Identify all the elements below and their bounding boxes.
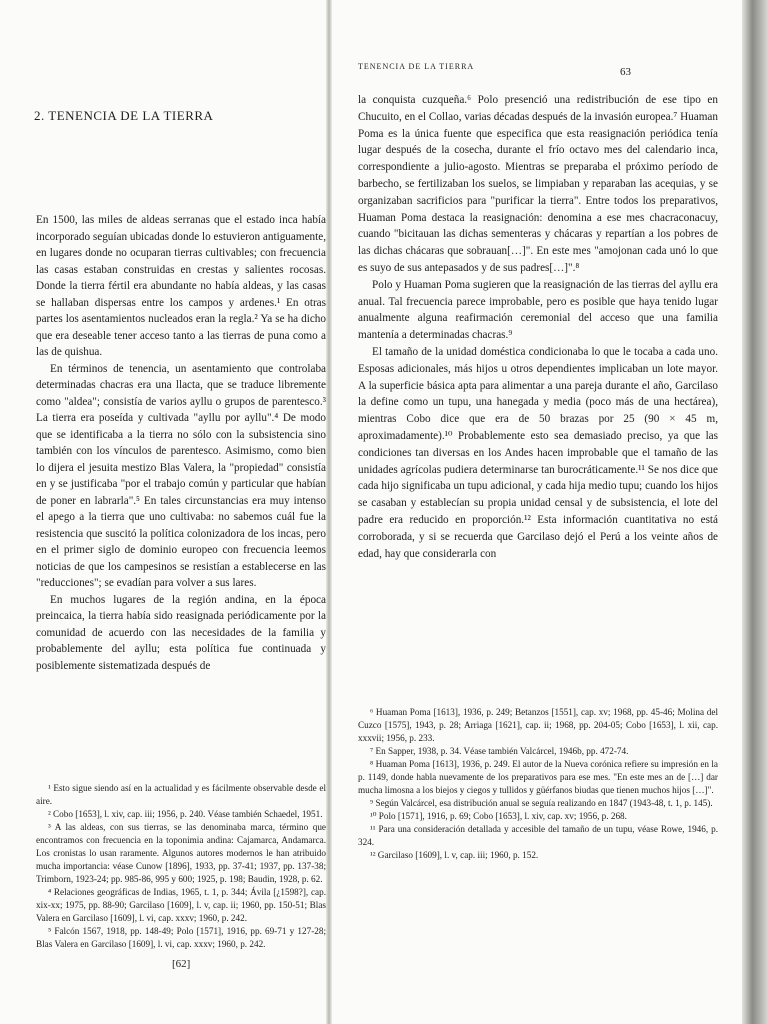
- paragraph: En términos de tenencia, un asentamiento que controlaba determinadas chacras era una llacta, que se traduce libremente como "aldea"; consistía de varios ayllu o grupos de parentesco.³ La tierra era poseída y cultivada "ayllu por ayllu".⁴ De modo que se identificaba a la tierra no sólo con la subsistencia sino también con los vínculos de parentesco. Asimismo, como bien lo dijera el jesuita mestizo Blas Valera, la "propiedad" consistía en y se justificaba "por el trabajo común y particular que habían de poner en labrarla".⁵ En tales circunstancias era muy intenso el apego a la tierra que uno cultivaba: no sabemos cuál fue la resistencia que suscitó la política colonizadora de los incas, pero en el primer siglo de dominio europeo con frecuencia leemos noticias de que los campesinos se resistían a establecerse en las "reducciones"; se evadían para volver a sus lares.: [36, 362, 326, 589]
- paragraph: En 1500, las miles de aldeas serranas que el estado inca había incorporado seguían ubicadas donde lo estuvieron antiguamente, en lugares donde no ocuparan tierras cultivables; con frecuencia las casas estaban construidas en crestas y salientes rocosas. Donde la tierra fértil era abundante no había aldeas, y las casas se hallaban dispersas entre los campos y ardenes.¹ En otras partes los asentamientos nucleados eran la regla.² Ya se ha dicho que era deseable tener acceso tanto a las tierras de puna como a las de quishua.: [36, 214, 326, 358]
- running-head: TENENCIA DE LA TIERRA: [358, 62, 475, 71]
- right-footnotes: [358, 706, 718, 862]
- left-footnotes: [36, 782, 326, 951]
- right-body-text: [358, 92, 718, 562]
- footnote: ⁸ Huaman Poma [1613], 1936, p. 249. El autor de la Nueva corónica refiere su impresión en la p. 1149, donde habla nuevamente de los preparativos para ese mes. "En este mes an de […] dar mucha limosna a los biejos y ciegos y tullidos y güérfanos biudas que tienen muchos hijos […]".: [358, 759, 718, 795]
- footnote: ¹ Esto sigue siendo así en la actualidad y es fácilmente observable desde el aire.: [36, 783, 326, 806]
- page-number-right: 63: [620, 66, 631, 78]
- footnote: ¹⁰ Polo [1571], 1916, p. 69; Cobo [1653], l. xiv, cap. xv; 1956, p. 268.: [370, 811, 627, 821]
- footnote: ³ A las aldeas, con sus tierras, se las denominaba marca, término que encontramos con frecuencia en la toponimia andina: Cajamarca, Andamarca. Los cronistas lo usan raramente. Algunos autores modernos le han atribuido mucha importancia: véase Cunow [1896], 1933, pp. 37-41; 1937, pp. 137-38; Trimborn, 1923-24; pp. 985-86, 995 y 600; 1925, p. 198; Baudin, 1928, p. 62.: [36, 822, 326, 884]
- footnote: ⁹ Según Valcárcel, esa distribución anual se seguía realizando en 1847 (1943-48, t. 1, p. 145).: [370, 798, 713, 808]
- page-edge-shadow: [742, 0, 768, 1024]
- paragraph: En muchos lugares de la región andina, en la época preincaica, la tierra había sido reasignada periódicamente por la comunidad de acuerdo con las necesidades de la familia y probablemente del ayllu; esta política fue continuada y posiblemente sistematizada después de: [36, 593, 326, 672]
- paragraph: la conquista cuzqueña.⁶ Polo presenció una redistribución de ese tipo en Chucuito, en el Collao, varias décadas después de la invasión europea.⁷ Huaman Poma es la única fuente que especifica que esta reasignación periódica tenía lugar después de la cosecha, durante el frío octavo mes del calendario inca, correspondiente a julio-agosto. Mientras se preparaba el próximo período de barbecho, se fertilizaban los suelos, se limpiaban y reparaban las acequias, y se organizaban sacrificios para "purificar la tierra". Entre todos los preparativos, Huaman Poma destaca la reasignación: denomina a ese mes chacraconacuy, cuando "bicitauan las dichas sementeras y chácaras y repartían a los pobres de las dichas chácaras que sobrauan[…]". En este mes "amojonan cada unó lo que es suyo de sus antepasados y de sus padres[…]".⁸: [358, 94, 718, 274]
- paragraph: Polo y Huaman Poma sugieren que la reasignación de las tierras del ayllu era anual. Tal frecuencia parece improbable, pero es posible que haya tenido lugar anualmente alguna reafirmación ceremonial del acceso que una familia mantenía a determinadas chacras.⁹: [358, 278, 718, 342]
- footnote: ¹² Garcilaso [1609], l. v, cap. iii; 1960, p. 152.: [370, 850, 539, 860]
- footnote: ⁵ Falcón 1567, 1918, pp. 148-49; Polo [1571], 1916, pp. 69-71 y 127-28; Blas Valera en Garcilaso [1609], l. vi, cap. xxxv; 1960, p. 242.: [36, 926, 326, 949]
- footnote: ² Cobo [1653], l. xiv, cap. iii; 1956, p. 240. Véase también Schaedel, 1951.: [48, 809, 323, 819]
- paragraph: El tamaño de la unidad doméstica condicionaba lo que le tocaba a cada uno. Esposas adicionales, más hijos u otros dependientes implicaban un lote mayor. A la superficie básica apta para alimentar a una pareja durante el año, Garcilaso la define como un tupu, una hanegada y media (poco más de una hectárea), mientras Cobo dice que era de 50 brazas por 25 (90 × 45 m, aproximadamente).¹⁰ Probablemente esto sea demasiado preciso, ya que las condiciones tan diversas en los Andes hacen improbable que el tamaño de las unidades agrícolas pudiera determinarse tan burocráticamente.¹¹ Se nos dice que cada hijo significaba un tupu adicional, y cada hija medio tupu; cuando los hijos se casaban y establecían su propia unidad censal y de subsistencia, el lote del padre era reducido en proporción.¹² Esta información cuantitativa no está corroborada, y si se recuerda que Garcilaso dejó el Perú a los veinte años de edad, hay que considerarla con: [358, 345, 718, 560]
- footnote: ⁴ Relaciones geográficas de Indias, 1965, t. 1, p. 344; Ávila [¿1598?], cap. xix-xx; 1975, pp. 88-90; Garcilaso [1609], l. v, cap. ii; 1960, pp. 150-51; Blas Valera en Garcilaso [1609], l. vi, cap. xxxv; 1960, p. 242.: [36, 887, 326, 923]
- page-number-left: [62]: [172, 958, 191, 970]
- chapter-title: 2. TENENCIA DE LA TIERRA: [34, 108, 214, 123]
- footnote: ⁷ En Sapper, 1938, p. 34. Véase también Valcárcel, 1946b, pp. 472-74.: [370, 746, 629, 756]
- left-body-text: [36, 212, 326, 674]
- footnote: ⁶ Huaman Poma [1613], 1936, p. 249; Betanzos [1551], cap. xv; 1968, pp. 45-46; Molina del Cuzco [1575], 1943, p. 28; Arriaga [1621], cap. ii; 1968, pp. 204-05; Cobo [1653], l. xii, cap. xxxvii; 1956, p. 233.: [358, 707, 718, 743]
- footnote: ¹¹ Para una consideración detallada y accesible del tamaño de un tupu, véase Rowe, 1946, p. 324.: [358, 824, 718, 847]
- book-gutter: [326, 0, 332, 1024]
